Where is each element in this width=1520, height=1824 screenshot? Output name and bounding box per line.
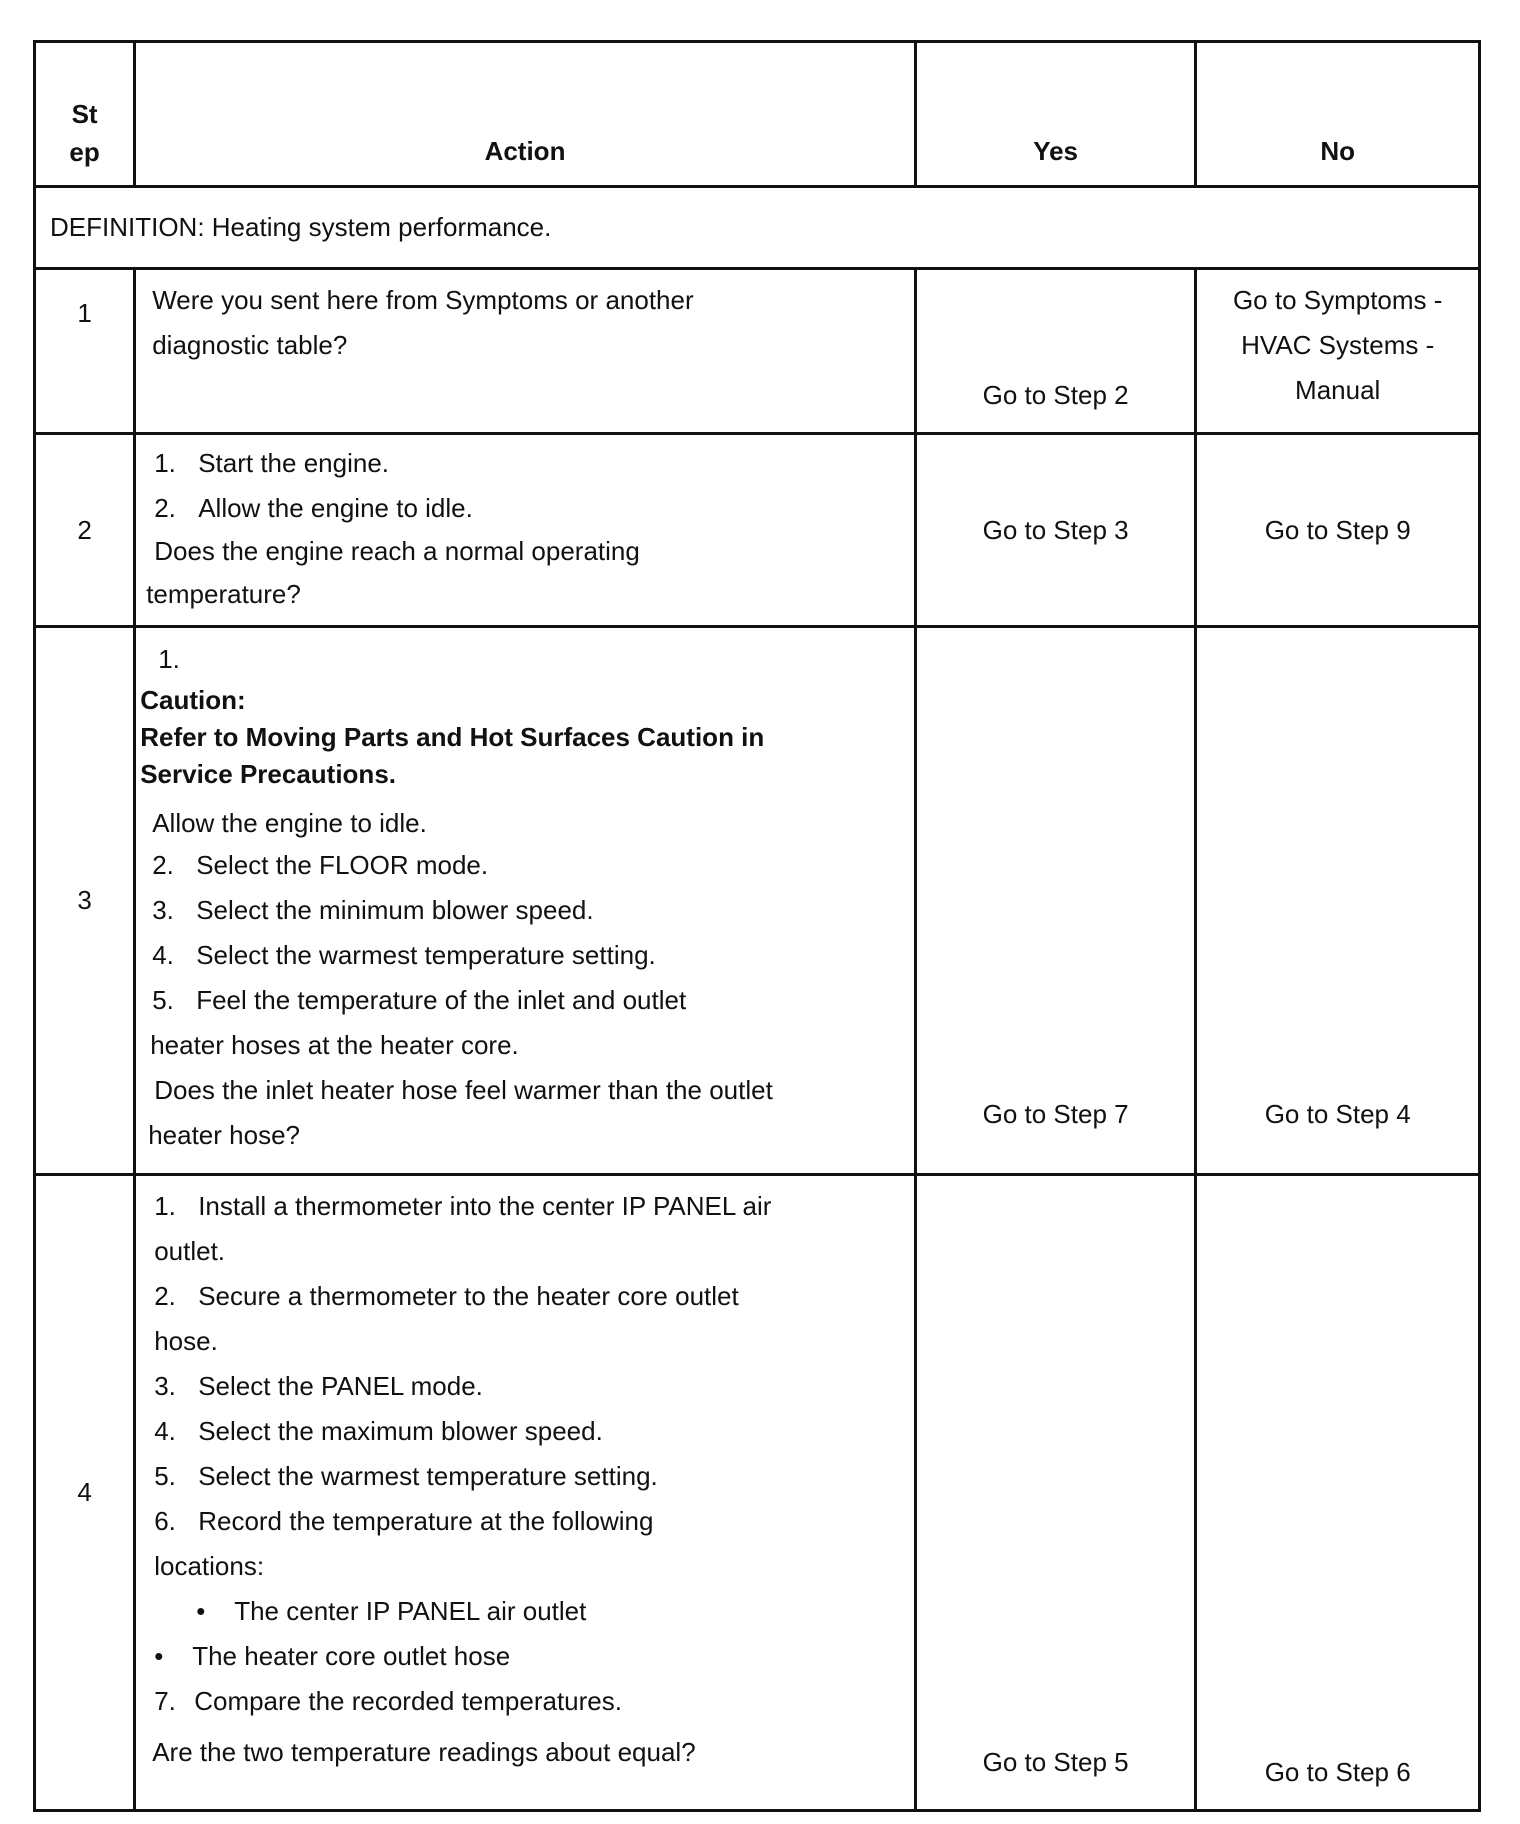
list-item: 1. Start the engine. (154, 448, 390, 478)
list-item: 4. Select the maximum blower speed. (154, 1416, 603, 1446)
yes-cell: Go to Step 7 (915, 627, 1196, 1175)
action-line: Were you sent here from Symptoms or another (152, 285, 694, 315)
definition-text: DEFINITION: Heating system performance. (35, 187, 1480, 269)
diagnostic-table (33, 40, 1481, 1812)
definition-row (35, 187, 1480, 269)
bullet-icon: • (154, 1641, 164, 1671)
list-item: 2. Select the FLOOR mode. (152, 850, 489, 880)
diagnostic-table-page (33, 40, 1481, 1812)
caution-text: Refer to Moving Parts and Hot Surfaces Caution in (140, 722, 765, 752)
bullet-item: • The center IP PANEL air outlet (154, 1589, 914, 1634)
step-number: 4 (35, 1175, 135, 1811)
list-item: 5. Feel the temperature of the inlet and outlet (152, 985, 687, 1015)
list-number: 1. (158, 644, 180, 674)
step-number: 1 (35, 269, 135, 434)
bullet-icon: • (196, 1596, 206, 1626)
yes-cell: Go to Step 2 (915, 269, 1196, 434)
step-row-3 (35, 627, 1480, 1175)
header-row (35, 42, 1480, 187)
action-line: diagnostic table? (152, 330, 348, 360)
action-line: Allow the engine to idle. (152, 808, 427, 838)
step-row-4 (35, 1175, 1480, 1811)
question-line: Are the two temperature readings about equal? (152, 1737, 696, 1767)
step-number: 3 (35, 627, 135, 1175)
question-line: Does the engine reach a normal operating (154, 536, 640, 566)
header-step: St ep (35, 42, 135, 187)
no-cell: Go to Step 4 (1196, 627, 1480, 1175)
yes-cell: Go to Step 5 (915, 1175, 1196, 1811)
header-action: Action (135, 42, 916, 187)
question-line: heater hose? (148, 1120, 300, 1150)
step-number: 2 (35, 434, 135, 627)
no-cell: Go to Step 9 (1196, 434, 1480, 627)
list-item: 1. Install a thermometer into the center IP PANEL air (154, 1191, 772, 1221)
list-item: 3. Select the minimum blower speed. (152, 895, 594, 925)
step-row-1 (35, 269, 1480, 434)
list-item: 4. Select the warmest temperature setting. (152, 940, 656, 970)
action-cell (135, 627, 916, 1175)
list-item: 2. Allow the engine to idle. (154, 493, 473, 523)
header-no: No (1196, 42, 1480, 187)
caution-text: Service Precautions. (140, 759, 397, 789)
caution-title: Caution: (140, 685, 246, 715)
list-item-cont: locations: (154, 1551, 265, 1581)
question-line: temperature? (146, 579, 301, 609)
action-cell (135, 434, 916, 627)
list-item: 7. Compare the recorded temperatures. (154, 1686, 622, 1716)
no-cell: Go to Step 6 (1196, 1175, 1480, 1811)
list-item: 6. Record the temperature at the following (154, 1506, 654, 1536)
list-item: 5. Select the warmest temperature setting. (154, 1461, 658, 1491)
action-line: heater hoses at the heater core. (150, 1030, 519, 1060)
action-cell (135, 1175, 916, 1811)
list-item-cont: outlet. (154, 1236, 226, 1266)
list-item: 2. Secure a thermometer to the heater core outlet (154, 1281, 739, 1311)
action-cell (135, 269, 916, 434)
question-line: Does the inlet heater hose feel warmer than the outlet (154, 1075, 773, 1105)
list-item-cont: hose. (154, 1326, 218, 1356)
no-cell: Go to Symptoms - HVAC Systems - Manual (1196, 269, 1480, 434)
bullet-item: • The heater core outlet hose (154, 1634, 914, 1679)
header-yes: Yes (915, 42, 1196, 187)
step-row-2 (35, 434, 1480, 627)
list-item: 3. Select the PANEL mode. (154, 1371, 483, 1401)
yes-cell: Go to Step 3 (915, 434, 1196, 627)
